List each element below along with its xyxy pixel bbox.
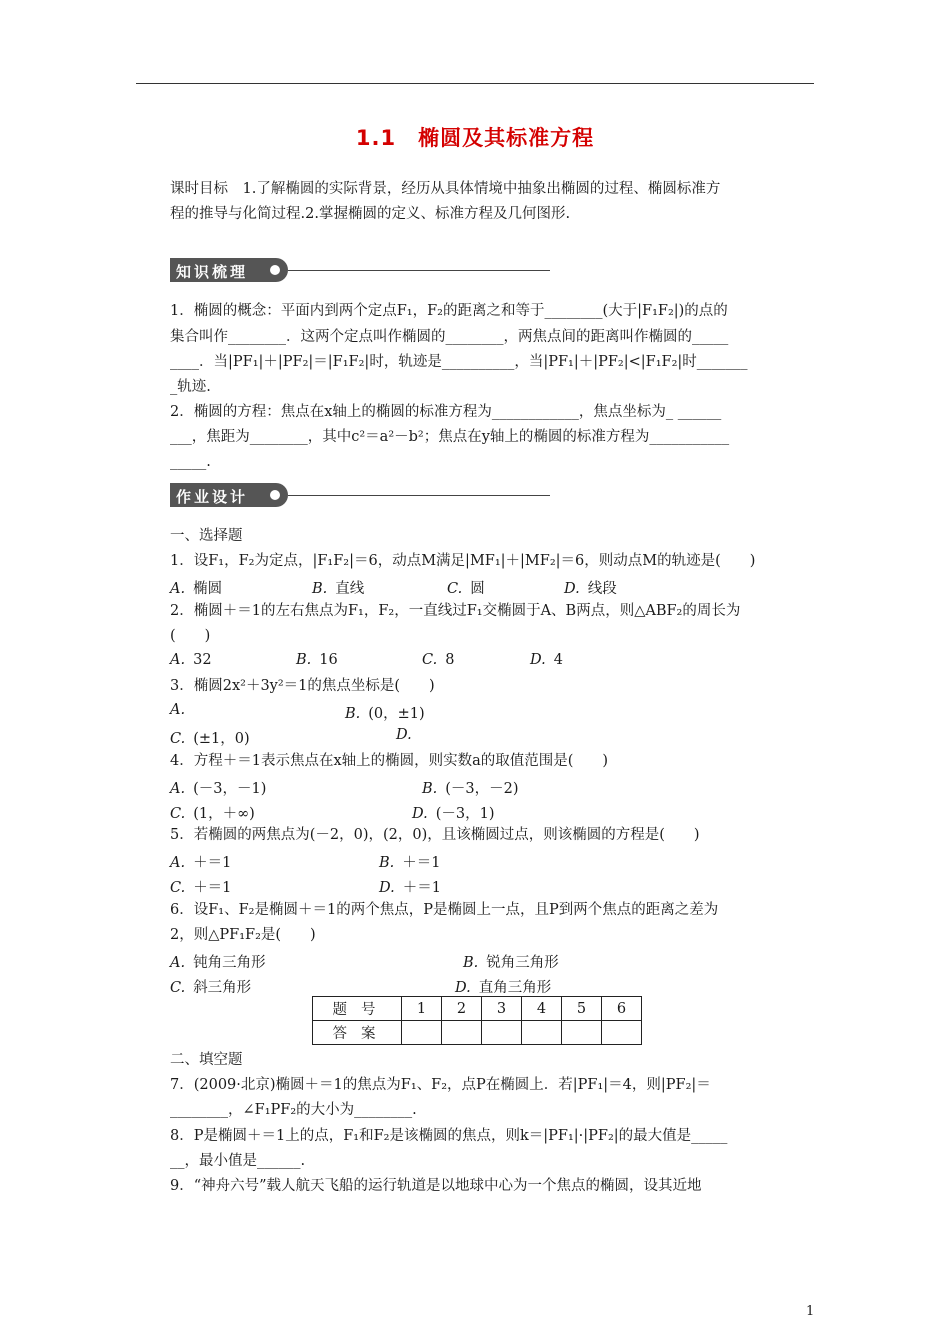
answer-cell[interactable]	[562, 1021, 602, 1045]
objective-line-1: 课时目标 1.了解椭圆的实际背景，经历从具体情境中抽象出椭圆的过程、椭圆标准方	[170, 181, 721, 197]
q6-option-c	[170, 976, 251, 997]
option-letter: B.	[345, 706, 361, 722]
option-letter: D.	[396, 727, 412, 743]
option-letter: C.	[170, 731, 186, 747]
option-text: 椭圆	[193, 581, 223, 597]
answer-cell[interactable]	[522, 1021, 562, 1045]
q3-option-b	[345, 702, 425, 723]
option-text: (－3，－1)	[193, 781, 267, 797]
part2-title: 二、填空题	[170, 1052, 243, 1068]
q2-option-d	[530, 652, 563, 668]
knowledge-line: 2．椭圆的方程：焦点在x轴上的椭圆的标准方程为____________，焦点坐标为_ ______	[170, 404, 722, 420]
option-letter: C.	[422, 652, 438, 668]
q6-option-d	[455, 976, 551, 997]
option-text: 圆	[470, 581, 485, 597]
question-8-line-1: 8．P是椭圆＋＝1上的点，F₁和F₂是该椭圆的焦点，则k＝|PF₁|·|PF₂|的最大值是_____	[170, 1128, 728, 1144]
option-letter: B.	[296, 652, 312, 668]
option-letter: D.	[379, 880, 395, 896]
question-9-line-1: 9．“神舟六号”载人航天飞船的运行轨道是以地球中心为一个焦点的椭圆，设其近地	[170, 1178, 702, 1194]
q3-option-d	[396, 727, 420, 743]
section-rule	[288, 270, 550, 271]
question-4-stem: 4．方程＋＝1表示焦点在x轴上的椭圆，则实数a的取值范围是( )	[170, 753, 609, 769]
option-letter: A.	[170, 855, 186, 871]
answer-cell[interactable]	[402, 1021, 442, 1045]
knowledge-line: ___，焦距为________，其中c²＝a²－b²；焦点在y轴上的椭圆的标准方程为___________	[170, 429, 730, 445]
option-text: 锐角三角形	[486, 955, 559, 971]
option-text: (±1，0)	[193, 731, 250, 747]
q1-option-b	[312, 577, 364, 598]
q5-option-c	[170, 876, 231, 897]
q3-option-a	[170, 702, 193, 718]
option-letter: A.	[170, 581, 186, 597]
table-row	[313, 997, 642, 1021]
table-cell: 1	[402, 997, 442, 1021]
question-5-stem: 5．若椭圆的两焦点为(－2，0)，(2，0)，且该椭圆过点，则该椭圆的方程是( )	[170, 827, 700, 843]
table-cell: 4	[522, 997, 562, 1021]
table-cell: 2	[442, 997, 482, 1021]
option-letter: C.	[447, 581, 463, 597]
q3-option-c	[170, 727, 250, 748]
option-letter: A.	[170, 702, 186, 718]
option-text: ＋＝1	[402, 855, 441, 871]
answer-cell[interactable]	[442, 1021, 482, 1045]
q2-option-b	[296, 652, 338, 668]
part1-title: 一、选择题	[170, 528, 243, 544]
q2-option-c	[422, 652, 454, 668]
q5-option-a	[170, 851, 231, 872]
q6-option-b	[463, 951, 559, 972]
q5-option-d	[379, 876, 441, 897]
option-letter: C.	[170, 980, 186, 996]
objective-line-2: 程的推导与化简过程.2.掌握椭圆的定义、标准方程及几何图形.	[170, 206, 571, 222]
section-rule	[288, 495, 550, 496]
q4-option-d	[412, 802, 494, 823]
question-6-stem: 6．设F₁、F₂是椭圆＋＝1的两个焦点，P是椭圆上一点，且P到两个焦点的距离之差为	[170, 902, 719, 918]
answer-table	[312, 996, 642, 1045]
option-letter: D.	[530, 652, 546, 668]
option-text: (－3，－2)	[445, 781, 519, 797]
option-text: 4	[553, 652, 563, 668]
question-2-stem-cont: ( )	[170, 628, 211, 644]
knowledge-line: ____．当|PF₁|＋|PF₂|＝|F₁F₂|时，轨迹是__________，当|PF₁|＋|PF₂|<|F₁F₂|时_______	[170, 354, 748, 370]
section-title-homework: 作业设计	[176, 488, 249, 506]
option-text: (－3，1)	[435, 806, 495, 822]
option-letter: D.	[412, 806, 428, 822]
question-8-line-2: __，最小值是______.	[170, 1153, 306, 1169]
option-text: ＋＝1	[402, 880, 441, 896]
knowledge-line: _轨迹.	[170, 379, 211, 395]
option-text: 8	[445, 652, 455, 668]
q1-option-a	[170, 577, 222, 598]
table-cell: 3	[482, 997, 522, 1021]
header-rule	[136, 83, 814, 84]
page-number: 1	[806, 1304, 815, 1319]
q4-option-a	[170, 777, 266, 798]
question-7-line-1: 7．(2009·北京)椭圆＋＝1的焦点为F₁、F₂，点P在椭圆上．若|PF₁|＝4，则|PF₂|＝	[170, 1077, 711, 1093]
section-title-knowledge: 知识梳理	[176, 263, 249, 281]
page-title: 1.1 椭圆及其标准方程	[355, 126, 595, 150]
table-row	[313, 1021, 642, 1045]
q6-option-a	[170, 951, 266, 972]
option-text: 线段	[587, 581, 617, 597]
knowledge-line: 集合叫作________．这两个定点叫作椭圆的________，两焦点间的距离叫作椭圆的_____	[170, 329, 729, 345]
section-dot-icon	[270, 490, 280, 500]
question-1-stem: 1．设F₁，F₂为定点，|F₁F₂|＝6，动点M满足|MF₁|＋|MF₂|＝6，则动点M的轨迹是( )	[170, 553, 756, 569]
table-cell: 5	[562, 997, 602, 1021]
option-text: 钝角三角形	[193, 955, 266, 971]
q4-option-b	[422, 777, 519, 798]
option-letter: B.	[379, 855, 395, 871]
option-text: 直角三角形	[478, 980, 552, 996]
option-letter: B.	[463, 955, 479, 971]
q5-option-b	[379, 851, 441, 872]
knowledge-line: 1．椭圆的概念：平面内到两个定点F₁，F₂的距离之和等于________(大于|F₁F₂|)的点的	[170, 303, 728, 319]
option-text: 斜三角形	[193, 980, 252, 996]
answer-cell[interactable]	[482, 1021, 522, 1045]
option-letter: A.	[170, 955, 186, 971]
option-text: (1，＋∞)	[193, 806, 255, 822]
question-2-stem: 2．椭圆＋＝1的左右焦点为F₁，F₂，一直线过F₁交椭圆于A、B两点，则△ABF₂的周长为	[170, 603, 741, 619]
option-text: (0，±1)	[368, 706, 425, 722]
option-text: ＋＝1	[193, 855, 232, 871]
option-letter: B.	[422, 781, 438, 797]
answer-cell[interactable]	[602, 1021, 642, 1045]
knowledge-line: _____.	[170, 454, 211, 470]
option-text: 直线	[335, 581, 365, 597]
option-letter: A.	[170, 652, 186, 668]
option-letter: C.	[170, 806, 186, 822]
table-header-answer: 答案	[313, 1021, 402, 1045]
option-letter: C.	[170, 880, 186, 896]
question-6-stem-cont: 2，则△PF₁F₂是( )	[170, 927, 316, 943]
table-header-question-number: 题号	[313, 997, 402, 1021]
table-cell: 6	[602, 997, 642, 1021]
q1-option-d	[564, 577, 617, 598]
option-text: 16	[319, 652, 338, 668]
q2-option-a	[170, 652, 212, 668]
question-3-stem: 3．椭圆2x²＋3y²＝1的焦点坐标是( )	[170, 678, 435, 694]
q1-option-c	[447, 577, 485, 598]
option-letter: D.	[564, 581, 580, 597]
option-text: 32	[193, 652, 212, 668]
question-7-line-2: ________，∠F₁PF₂的大小为________.	[170, 1102, 417, 1118]
q4-option-c	[170, 802, 255, 823]
option-letter: B.	[312, 581, 328, 597]
option-letter: D.	[455, 980, 471, 996]
option-letter: A.	[170, 781, 186, 797]
section-dot-icon	[270, 265, 280, 275]
option-text: ＋＝1	[193, 880, 232, 896]
